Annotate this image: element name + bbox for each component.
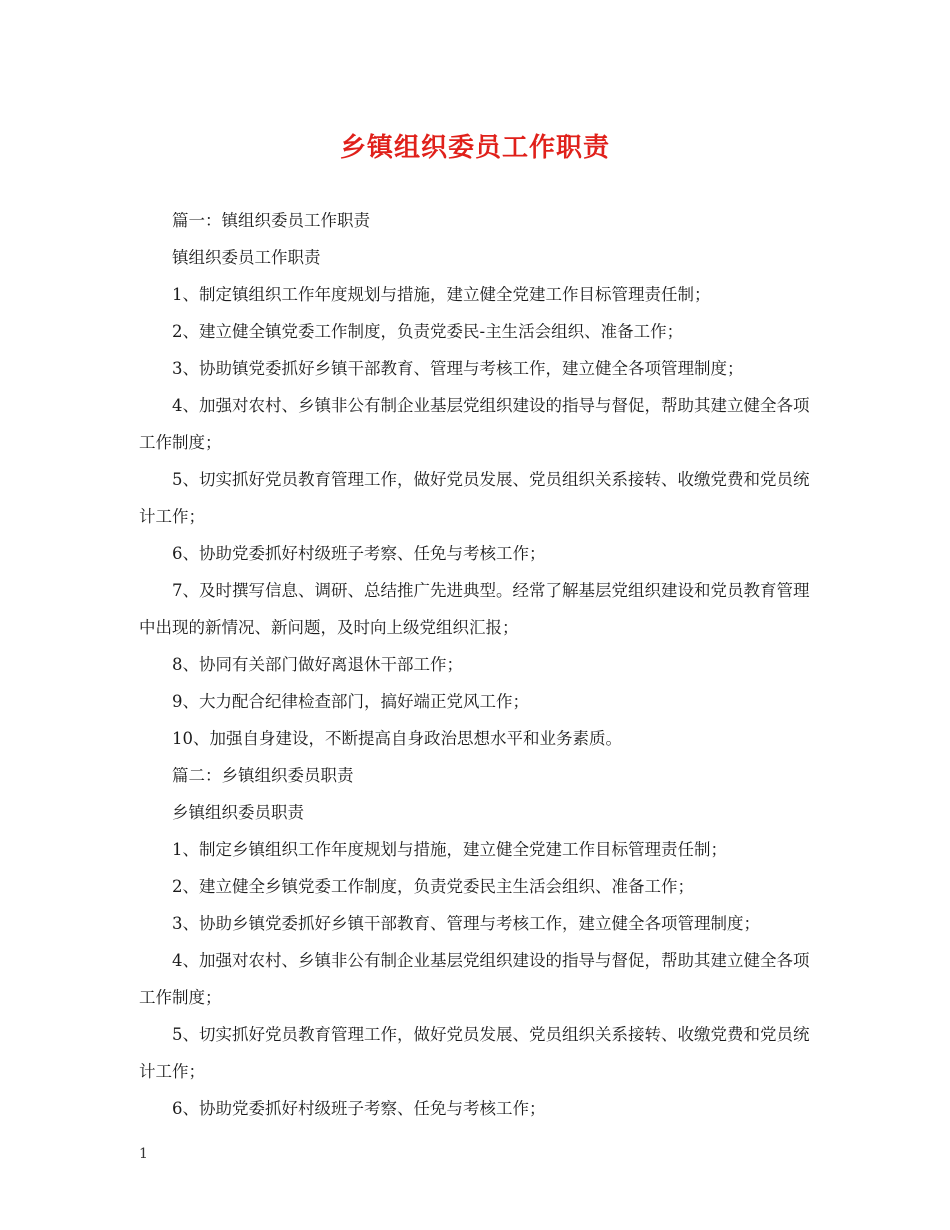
paragraph: 5、切实抓好党员教育管理工作，做好党员发展、党员组织关系接转、收缴党费和党员统计工作； (139, 1025, 810, 1081)
paragraph: 乡镇组织委员职责 (172, 803, 304, 822)
paragraph: 7、及时撰写信息、调研、总结推广先进典型。经常了解基层党组织建设和党员教育管理中出现的新情况、新问题，及时向上级党组织汇报； (139, 581, 810, 637)
paragraph: 篇二：乡镇组织委员职责 (172, 766, 354, 785)
paragraph: 2、建立健全镇党委工作制度，负责党委民-主生活会组织、准备工作； (172, 322, 684, 341)
document-title: 乡镇组织委员工作职责 (339, 133, 610, 163)
document-body (139, 202, 815, 1127)
paragraph: 1、制定镇组织工作年度规划与措施，建立健全党建工作目标管理责任制； (172, 285, 711, 304)
paragraph: 3、协助镇党委抓好乡镇干部教育、管理与考核工作，建立健全各项管理制度； (172, 359, 744, 378)
page-number: 1 (139, 1146, 148, 1162)
paragraph: 10、加强自身建设，不断提高自身政治思想水平和业务素质。 (172, 729, 622, 748)
paragraph: 5、切实抓好党员教育管理工作，做好党员发展、党员组织关系接转、收缴党费和党员统计工作； (139, 470, 810, 526)
paragraph: 4、加强对农村、乡镇非公有制企业基层党组织建设的指导与督促，帮助其建立健全各项工作制度； (139, 396, 810, 452)
paragraph: 镇组织委员工作职责 (172, 248, 321, 267)
paragraph: 篇一：镇组织委员工作职责 (172, 211, 370, 230)
paragraph: 6、协助党委抓好村级班子考察、任免与考核工作； (172, 1099, 546, 1118)
paragraph: 6、协助党委抓好村级班子考察、任免与考核工作； (172, 544, 546, 563)
paragraph: 3、协助乡镇党委抓好乡镇干部教育、管理与考核工作，建立健全各项管理制度； (172, 914, 760, 933)
paragraph: 9、大力配合纪律检查部门，搞好端正党风工作； (172, 692, 529, 711)
paragraph: 2、建立健全乡镇党委工作制度，负责党委民主生活会组织、准备工作； (172, 877, 694, 896)
paragraph: 8、协同有关部门做好离退休干部工作； (172, 655, 463, 674)
paragraph: 4、加强对农村、乡镇非公有制企业基层党组织建设的指导与督促，帮助其建立健全各项工作制度； (139, 951, 810, 1007)
paragraph: 1、制定乡镇组织工作年度规划与措施，建立健全党建工作目标管理责任制； (172, 840, 727, 859)
